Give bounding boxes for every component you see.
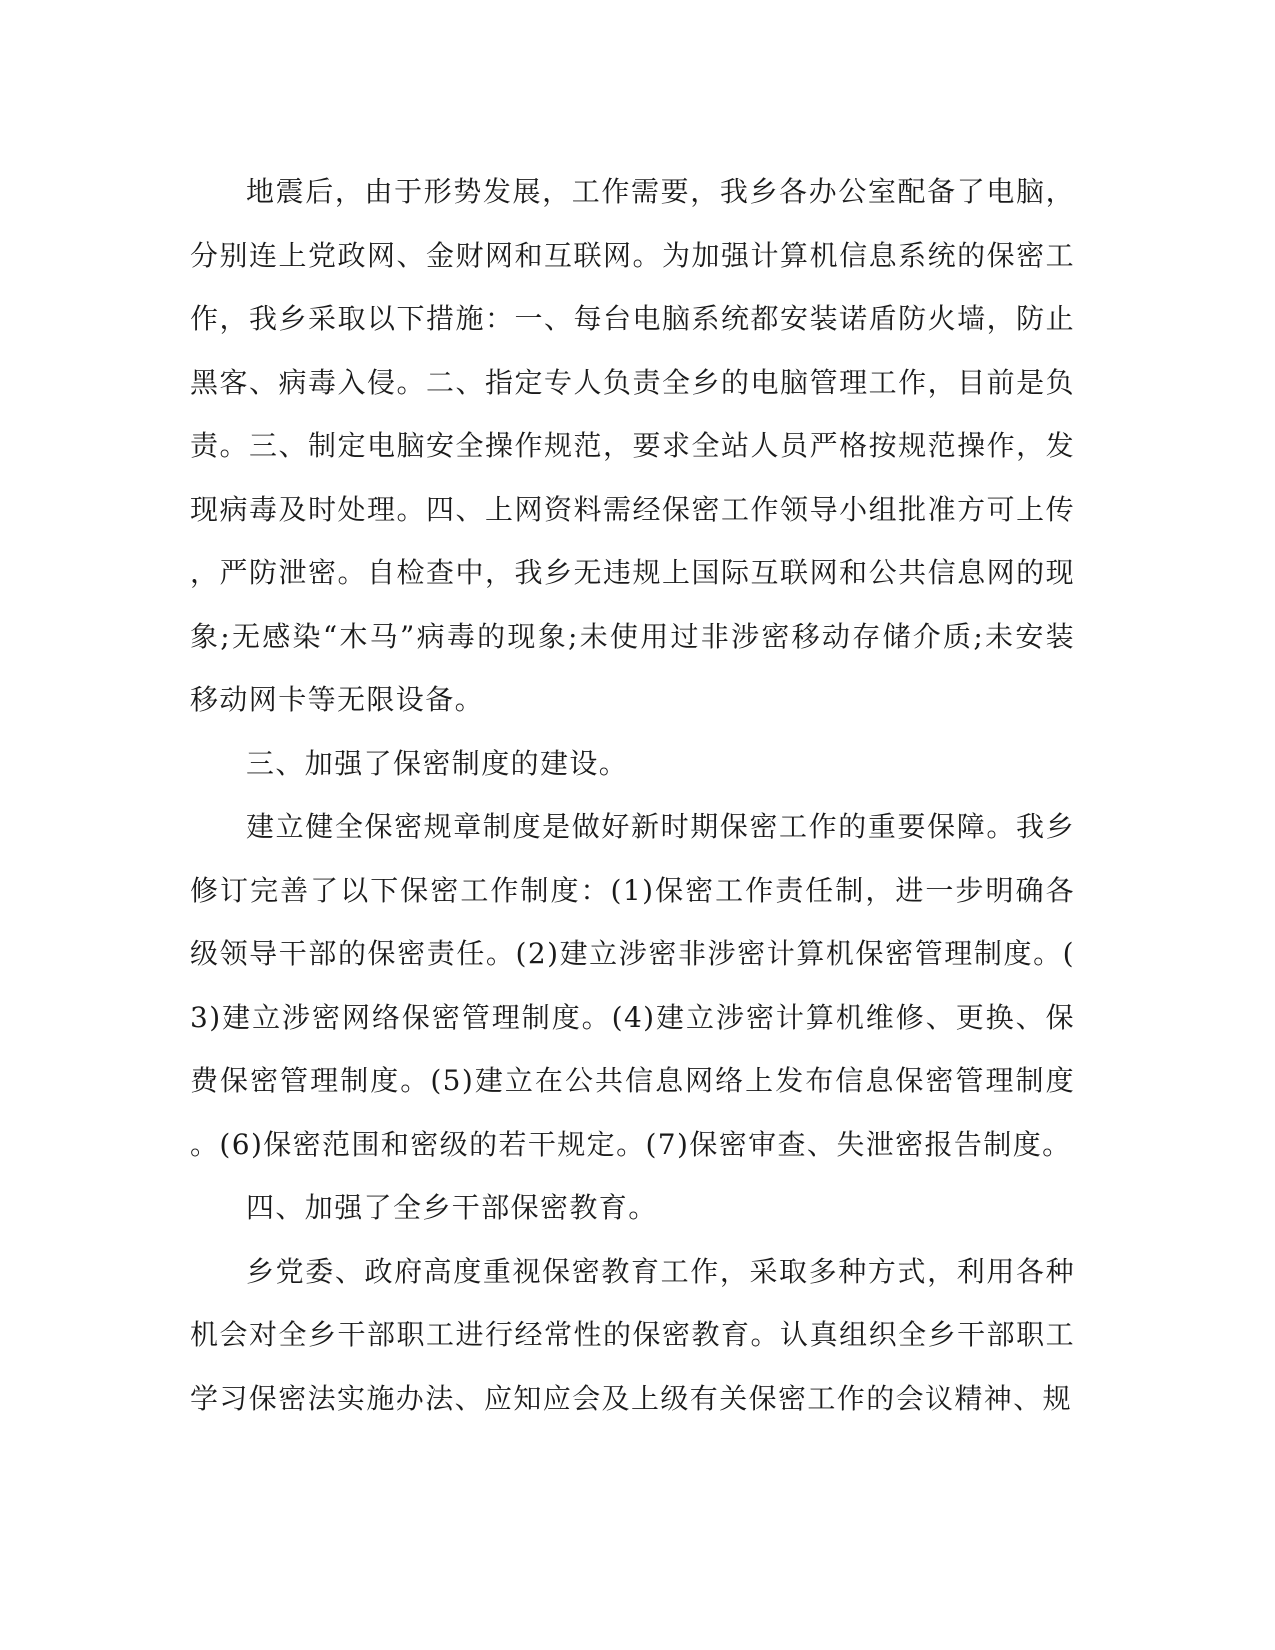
document-body [190, 160, 1075, 1430]
paragraph-secrecy-education: 乡党委、政府高度重视保密教育工作，采取多种方式，利用各种机会对全乡干部职工进行经常性的保密教育。认真组织全乡干部职工学习保密法实施办法、应知应会及上级有关保密工作的会议精神、规 [190, 1254, 1075, 1415]
paragraph-secrecy-regulations: 建立健全保密规章制度是做好新时期保密工作的重要保障。我乡修订完善了以下保密工作制度：(1)保密工作责任制，进一步明确各级领导干部的保密责任。(2)建立涉密非涉密计算机保密管理制度。(3)建立涉密网络保密管理制度。(4)建立涉密计算机维修、更换、保费保密管理制度。(5)建立在公共信息网络上发布信息保密管理制度。(6)保密范围和密级的若干规定。(7)保密审查、失泄密报告制度。 [190, 810, 1075, 1161]
section-heading-secrecy-education: 四、加强了全乡干部保密教育。 [246, 1191, 658, 1224]
section-heading-secrecy-system: 三、加强了保密制度的建设。 [246, 746, 629, 780]
paragraph-computer-security-measures: 地震后，由于形势发展，工作需要，我乡各办公室配备了电脑，分别连上党政网、金财网和互联网。为加强计算机信息系统的保密工作，我乡采取以下措施：一、每台电脑系统都安装诺盾防火墙，防止黑客、病毒入侵。二、指定专人负责全乡的电脑管理工作，目前是负责。三、制定电脑安全操作规范，要求全站人员严格按规范操作，发现病毒及时处理。四、上网资料需经保密工作领导小组批准方可上传，严防泄密。自检查中，我乡无违规上国际互联网和公共信息网的现象;无感染“木马”病毒的现象;未使用过非涉密移动存储介质;未安装移动网卡等无限设备。 [190, 175, 1075, 716]
